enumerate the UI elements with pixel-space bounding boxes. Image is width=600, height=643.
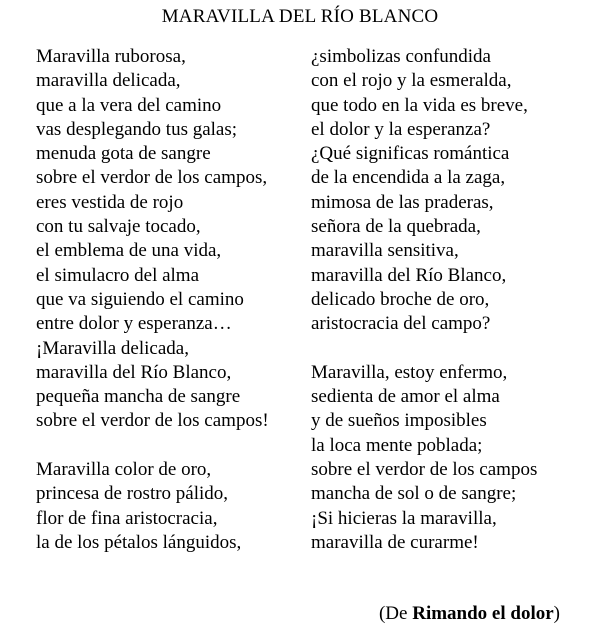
verse-line: ¿Qué significas romántica xyxy=(311,143,510,165)
verse-line: el dolor y la esperanza? xyxy=(311,118,491,140)
verse-line: maravilla de curarme! xyxy=(311,531,479,553)
verse-line: flor de fina aristocracia, xyxy=(36,507,218,529)
verse-line: ¡Si hicieras la maravilla, xyxy=(311,507,497,529)
verse-line: aristocracia del campo? xyxy=(311,313,491,335)
verse-line: vas desplegando tus galas; xyxy=(36,118,238,140)
stanza-break xyxy=(36,434,306,458)
verse-line: que va siguiendo el camino xyxy=(36,288,244,310)
source-prefix: (De xyxy=(378,603,413,624)
verse-line: mancha de sol o de sangre; xyxy=(311,483,517,505)
verse-line: maravilla del Río Blanco, xyxy=(36,361,232,383)
verse-line: ¡Maravilla delicada, xyxy=(36,337,189,359)
verse-line: de la encendida a la zaga, xyxy=(311,167,506,189)
stanza-break xyxy=(311,337,596,361)
verse-line: Maravilla color de oro, xyxy=(36,459,212,481)
verse-line: sedienta de amor el alma xyxy=(311,386,500,408)
verse-line: el simulacro del alma xyxy=(36,264,200,286)
verse-line: ¿simbolizas confundida xyxy=(311,46,491,67)
verse-line: que todo en la vida es breve, xyxy=(311,94,528,116)
verse-line: señora de la quebrada, xyxy=(311,216,481,238)
verse-line: eres vestida de rojo xyxy=(36,191,184,213)
verse-line: maravilla sensitiva, xyxy=(311,240,459,262)
verse-line: sobre el verdor de los campos! xyxy=(36,410,269,432)
verse-line: el emblema de una vida, xyxy=(36,240,222,262)
source-suffix: ) xyxy=(553,603,560,624)
poem-title: MARAVILLA DEL RÍO BLANCO xyxy=(161,6,439,27)
verse-line: con el rojo y la esmeralda, xyxy=(311,70,512,92)
verse-line: sobre el verdor de los campos, xyxy=(36,167,268,189)
source-book-title: Rimando el dolor xyxy=(412,603,554,624)
verse-line: delicado broche de oro, xyxy=(311,288,490,310)
verse-line: maravilla del Río Blanco, xyxy=(311,264,507,286)
verse-line: con tu salvaje tocado, xyxy=(36,216,201,238)
verse-line: la de los pétalos lánguidos, xyxy=(36,531,242,553)
verse-line: pequeña mancha de sangre xyxy=(36,386,241,408)
verse-line: la loca mente poblada; xyxy=(311,434,483,456)
verse-line: y de sueños imposibles xyxy=(311,410,487,432)
verse-line: maravilla delicada, xyxy=(36,70,181,92)
source-citation xyxy=(0,601,560,627)
verse-line: menuda gota de sangre xyxy=(36,143,211,165)
verse-line: que a la vera del camino xyxy=(36,94,222,116)
verse-line: princesa de rostro pálido, xyxy=(36,483,229,505)
right-column xyxy=(311,45,596,555)
verse-line: mimosa de las praderas, xyxy=(311,191,494,213)
verse-line: Maravilla, estoy enfermo, xyxy=(311,361,508,383)
verse-line: Maravilla ruborosa, xyxy=(36,46,186,67)
verse-line: sobre el verdor de los campos xyxy=(311,459,538,481)
verse-line: entre dolor y esperanza… xyxy=(36,313,232,335)
left-column xyxy=(36,45,306,555)
